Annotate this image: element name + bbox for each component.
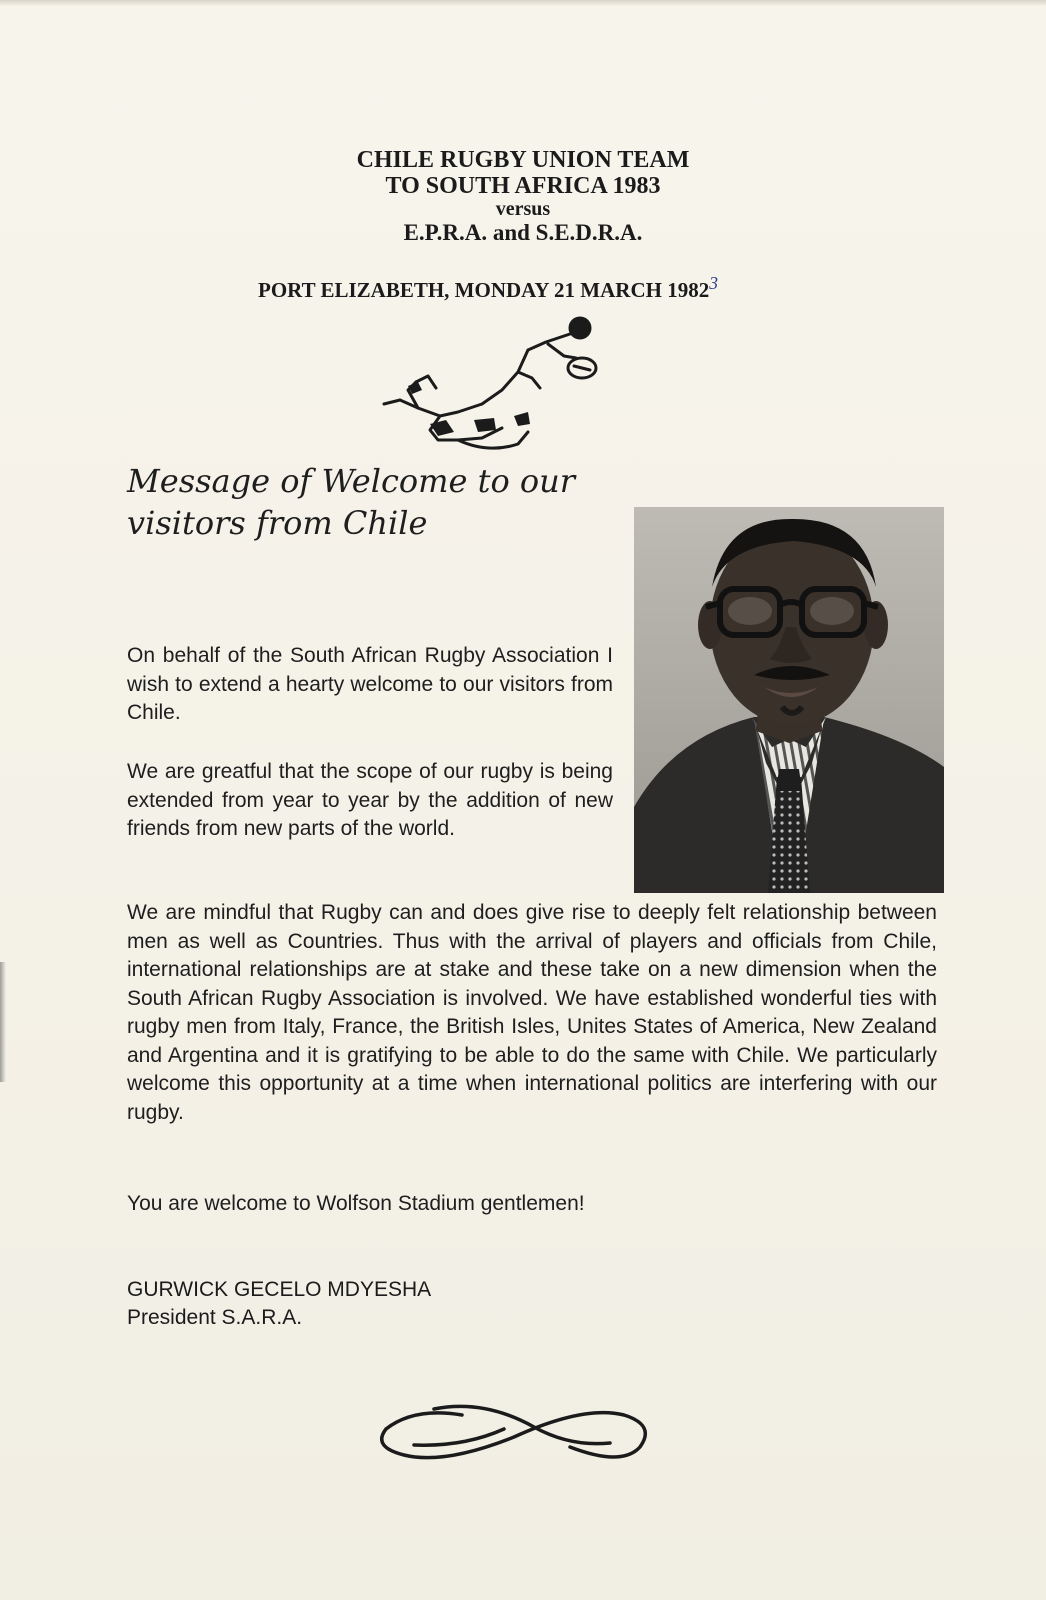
venue-date	[258, 271, 718, 302]
paragraph-3: We are mindful that Rugby can and does give rise to deeply felt relationship between men as well as Countries. Thus with the arrival of players and officials from Chile, international relationships are at stake and these take on a new dimension when the South African Rugby Association is involved. We have established wonderful ties with rugby men from Italy, France, the British Isles, Unites States of America, New Zealand and Argentina and it is gratifying to be able to do the same with Chile. We particularly welcome this opportunity at a time when international politics are interfering with our rugby.	[127, 901, 937, 1124]
signature-role: President S.A.R.A.	[127, 1306, 303, 1329]
paragraph-4: You are welcome to Wolfson Stadium gentlemen!	[127, 1192, 585, 1215]
header-line-1: CHILE RUGBY UNION TEAM	[356, 147, 690, 173]
paper-fold-mark	[0, 962, 6, 1082]
header-line-4: E.P.R.A. and S.E.D.R.A.	[403, 220, 643, 245]
paragraph-1: On behalf of the South African Rugby Association I wish to extend a hearty welcome to our visitors from Chile.	[127, 644, 613, 724]
page-edge	[0, 0, 1046, 6]
flourish-icon	[374, 1385, 654, 1475]
welcome-heading-line-2: visitors from Chile	[127, 504, 428, 542]
welcome-heading	[127, 460, 647, 544]
signature-name: GURWICK GECELO MDYESHA	[127, 1278, 432, 1301]
venue-date-text: PORT ELIZABETH, MONDAY 21 MARCH 198	[258, 278, 699, 302]
welcome-heading-line-1: Message of Welcome to our	[127, 462, 576, 500]
year-digit: 2	[698, 278, 710, 302]
paragraph-2: We are greatful that the scope of our rugby is being extended from year to year by the addition of new friends from new parts of the world.	[127, 760, 613, 840]
rugby-player-icon	[378, 312, 618, 457]
handwritten-correction: 3	[709, 273, 718, 293]
header-line-3: versus	[495, 198, 551, 220]
portrait-photo	[634, 507, 944, 893]
header-line-2: TO SOUTH AFRICA 1983	[385, 173, 661, 199]
